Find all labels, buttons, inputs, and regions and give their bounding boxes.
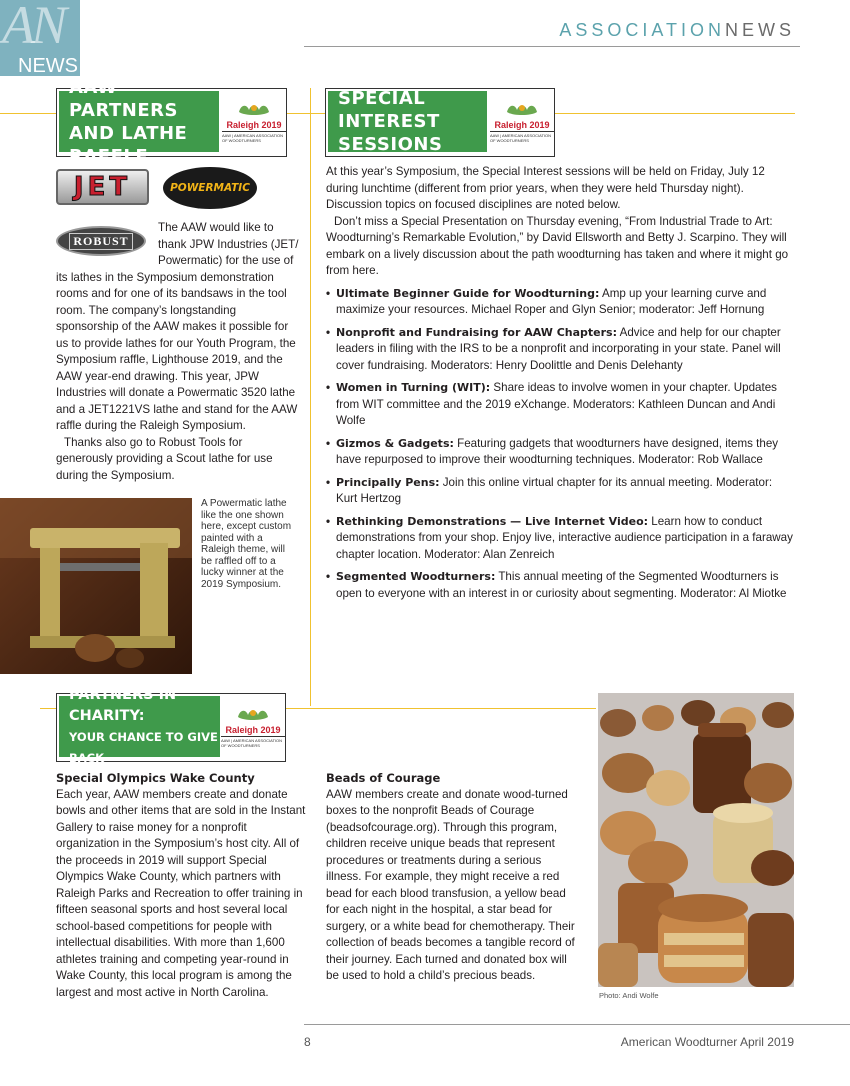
raleigh-2019-logo (490, 89, 554, 156)
special-interest-body (326, 164, 794, 608)
charity-title-line2: YOUR CHANCE TO GIVE BACK (69, 729, 218, 765)
gold-rule-mid (285, 113, 325, 114)
list-item (326, 286, 794, 319)
oak-leaf-icon (505, 102, 539, 118)
jet-logo (56, 169, 149, 205)
lathe-caption: A Powermatic lathe like the one shown here, except custom painted with a Raleigh theme, will be raffled off to a lucky winner at the 2019 Symposium. (201, 498, 292, 590)
publication-footer: American Woodturner April 2019 (620, 1035, 794, 1049)
lathe-photo (0, 498, 192, 674)
raleigh-2019-logo (222, 89, 286, 156)
special-olympics-text: Each year, AAW members create and donate bowls and other items that are sold in the Instant Gallery to raise money for a nonprofit organization in the Symposium’s host city. All of the proceeds in 2019 will support Special Olympics Wake County, which partners with Raleigh Parks and Recreation to offer training in fifteen seasonal sports and host several local school-based competitions for people with intellectual disabilities. With more than 1,600 athletes training and competing year-round in Wake County, this local program is among the largest and most active in North Carolina. (56, 787, 306, 999)
logo-subtext: AAW | AMERICAN ASSOCIATION OF WOODTURNERS (222, 131, 286, 143)
session-text: Advice and help for our chapter leaders in filing with the IRS to be a nonprofit and incorporating in your state. Panel will cover fundraising. Moderators: Henry Doolittle and Denis Delehanty (336, 325, 781, 372)
charity-column-1 (56, 770, 306, 1001)
special-olympics-heading: Special Olympics Wake County (56, 771, 255, 785)
gold-column-divider (310, 88, 311, 706)
logo-text: Raleigh 2019 (225, 725, 281, 735)
list-item (326, 380, 794, 430)
session-text: Featuring gadgets that woodturners have designed, items they have repurposed to improve their woodturning techniques. Moderator: Rob Wallace (336, 436, 779, 466)
corner-news-label: NEWS (18, 55, 78, 76)
session-text: Join this online virtual chapter for its annual meeting. Moderator: Kurt Hertzog (336, 475, 773, 505)
session-text: Amp up your learning curve and maximize your resources. Michael Roper and Glyn Senior; moderator: Jeff Hornung (336, 286, 767, 316)
list-item (326, 436, 794, 469)
logo-subtext: AAW | AMERICAN ASSOCIATION OF WOODTURNERS (490, 131, 554, 143)
session-title: Principally Pens: (336, 475, 440, 489)
gold-rule-charity-left (40, 708, 56, 709)
partners-title-line1: AAW PARTNERS (69, 76, 178, 121)
logo-float-space (56, 220, 158, 262)
gold-rule-right (553, 113, 795, 114)
beads-of-courage-heading: Beads of Courage (326, 771, 441, 785)
session-title: Women in Turning (WIT): (336, 381, 491, 394)
list-item (326, 514, 794, 564)
partners-body (56, 220, 301, 484)
session-title: Gizmos & Gadgets: (336, 436, 454, 450)
special-interest-intro-2: Don’t miss a Special Presentation on Thursday evening, “From Industrial Trade to Art: Woodturning’s Remarkable Evolution,” by David Ellsworth and Betty J. Scarpino. They will embark on a lively discussion about the path woodturning has taken and where it might go from here. (326, 214, 789, 277)
powermatic-logo-text: POWERMATIC (170, 182, 250, 194)
charity-column-2 (326, 770, 578, 985)
gold-rule-charity-right (284, 708, 596, 709)
logo-text: Raleigh 2019 (226, 120, 282, 130)
session-title: Nonprofit and Fundraising for AAW Chapters: (336, 325, 618, 339)
session-title: Ultimate Beginner Guide for Woodturning: (336, 286, 600, 300)
robust-logo-text: ROBUST (69, 233, 132, 250)
raleigh-2019-logo (221, 694, 285, 761)
partners-paragraph-1: The AAW would like to thank JPW Industries (JET/ Powermatic) for the use of its lathes in the Symposium demonstration rooms and for one of its bandsaws in the tool room. The company’s longstanding sponsorship of the AAW makes it possible for us to provide lathes for our Youth Program, the Symposium raffle, Lighthouse 2019, and the AAW year-end drawing. This year, JPW Industries will donate a Powermatic 3520 lathe and a JET1221VS lathe and stand for the AAW raffle during the Raleigh Symposium. (56, 221, 299, 432)
special-interest-title-line1: SPECIAL INTEREST (338, 88, 440, 132)
page-number: 8 (304, 1035, 311, 1049)
charity-title-box (56, 686, 286, 765)
list-item (326, 325, 794, 375)
beads-of-courage-text: AAW members create and donate wood-turned boxes to the nonprofit Beads of Courage (beadsofcourage.org). Through this program, children receive unique beads that represent procedures or treatments during a serious illness. For example, they might receive a red bead for each blood transfusion, a yellow bead for each night in the hospital, a star bead for surgery, or a white bead for chemotherapy. Their collection of beads becomes a tangible record of their journey. Each turned and donated box will be used to hold a child’s precious beads. (326, 787, 575, 982)
powermatic-logo (163, 167, 257, 209)
session-text: Learn how to conduct demonstrations from your shop. Enjoy live, interactive audience participation in a faraway chapter location. Moderator: Alan Zenreich (336, 514, 793, 561)
partners-title-line2: AND LATHE RAFFLE (69, 122, 188, 167)
logo-text: Raleigh 2019 (494, 120, 550, 130)
jet-logo-text: JET (73, 172, 132, 202)
session-text: This annual meeting of the Segmented Woodturners is open to everyone with an interest in or curiosity about segmenting. Moderator: Al Miotke (336, 570, 787, 600)
gold-rule-left (0, 113, 56, 114)
header-news: NEWS (725, 20, 795, 40)
photo-credit: Photo: Andi Wolfe (599, 991, 659, 1000)
special-interest-title-line2: SESSIONS (338, 134, 443, 155)
powermatic-lathe-image (0, 498, 192, 674)
session-title: Rethinking Demonstrations — Live Internet Video: (336, 514, 649, 528)
list-item (326, 475, 794, 508)
special-interest-title (328, 88, 487, 155)
logo-subtext: AAW | AMERICAN ASSOCIATION OF WOODTURNERS (221, 736, 285, 748)
session-title: Segmented Woodturners: (336, 570, 496, 583)
session-text: Share ideas to involve women in your chapter. Updates from WIT committee and the 2019 eXchange. Moderators: Kathleen Duncan and Andi Wolfe (336, 381, 777, 427)
header-association: ASSOCIATION (559, 20, 725, 40)
header-rule (304, 46, 800, 47)
session-list (326, 286, 794, 603)
partners-paragraph-2: Thanks also go to Robust Tools for generously providing a Scout lathe for use during the Symposium. (56, 435, 273, 482)
charity-title (59, 686, 220, 765)
corner-letters: AN (2, 0, 64, 55)
turned-boxes-photo (598, 693, 794, 987)
oak-leaf-icon (237, 102, 271, 118)
turned-boxes-image (598, 693, 794, 987)
special-interest-title-box (325, 88, 555, 157)
list-item (326, 569, 794, 602)
section-header (559, 20, 795, 41)
corner-logo-tab (0, 0, 80, 76)
charity-title-line1: PARTNERS IN CHARITY: (69, 686, 177, 724)
partners-title (59, 76, 219, 167)
partners-title-box (56, 76, 287, 167)
oak-leaf-icon (236, 707, 270, 723)
footer-rule (304, 1024, 850, 1025)
special-interest-intro-1: At this year’s Symposium, the Special Interest sessions will be held on Friday, July 12 during lunchtime (different from prior years, when they were held Thursday night). Discussion topics on focused disciplines are noted below. (326, 165, 765, 211)
